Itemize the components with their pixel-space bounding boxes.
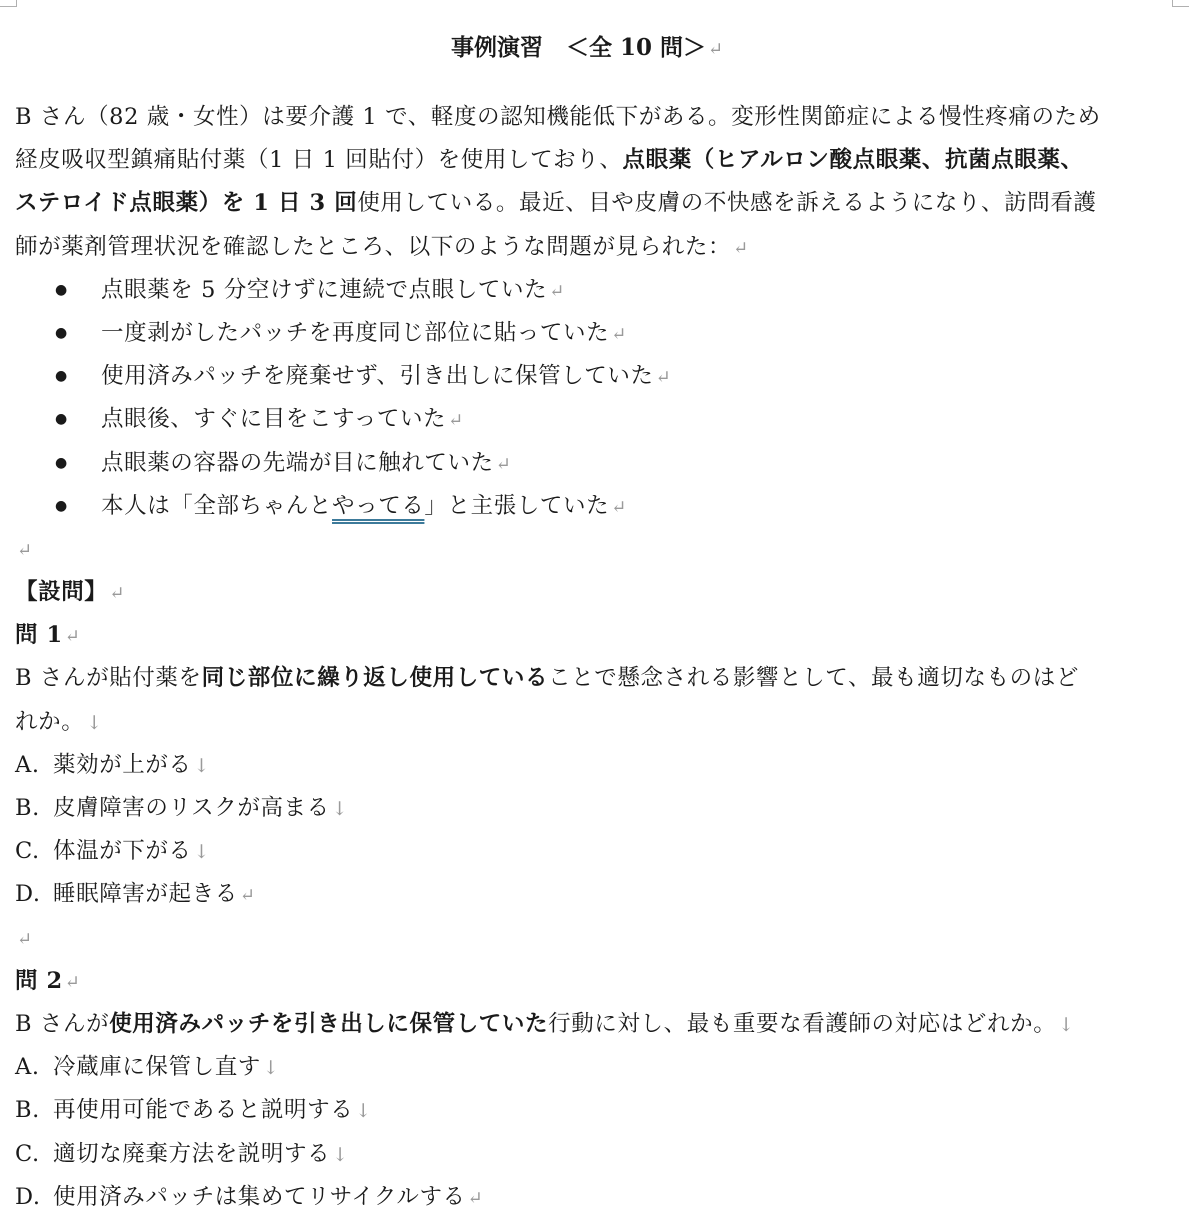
paragraph-mark: ↵	[707, 39, 724, 60]
question-text: れか。 ↓	[15, 708, 103, 735]
list-item: ● 使用済みパッチを廃棄せず、引き出しに保管していた ↵	[15, 355, 1175, 398]
question-text: B さんが貼付薬を同じ部位に繰り返し使用していることで懸念される影響として、最も適切なものはど	[15, 665, 1079, 692]
paragraph-mark: ↵	[549, 280, 565, 302]
question-text: B さんが使用済みパッチを引き出しに保管していた行動に対し、最も重要な看護師の対応はどれか。 ↓	[15, 1010, 1075, 1037]
line-break-mark: ↓	[262, 1057, 280, 1080]
paragraph-mark: ↵	[64, 971, 81, 993]
choice: A. 冷蔵庫に保管し直す ↓	[15, 1054, 280, 1081]
empty-paragraph	[15, 528, 1175, 571]
choice: D. 睡眠障害が起きる ↵	[15, 881, 256, 908]
paragraph-mark: ↵	[655, 367, 672, 389]
scenario-line: B さん（82 歳・女性）は要介護 1 で、軽度の認知機能低下がある。変形性関節症による慢性疼痛のため	[15, 104, 1101, 130]
choice: C. 適切な廃棄方法を説明する ↓	[15, 1140, 349, 1167]
issue-list	[15, 269, 1175, 528]
line-break-mark: ↓	[193, 754, 211, 777]
paragraph-mark: ↵	[495, 453, 512, 475]
bullet-icon: ●	[55, 281, 68, 298]
paragraph-mark: ↵	[17, 928, 33, 950]
line-break-mark: ↓	[1058, 1013, 1075, 1036]
question-1	[15, 614, 1175, 916]
document-body	[15, 0, 1175, 1219]
bullet-icon: ●	[55, 368, 68, 385]
line-break-mark: ↓	[332, 1143, 349, 1166]
section-heading: 【設問】 ↵	[15, 579, 126, 606]
scenario-line: 経皮吸収型鎮痛貼付薬（1 日 1 回貼付）を使用しており、点眼薬（ヒアルロン酸点眼薬、抗菌点眼薬、	[15, 147, 1084, 174]
paragraph-mark: ↵	[611, 496, 627, 518]
scenario-line: 師が薬剤管理状況を確認したところ、以下のような問題が見られた： ↵	[15, 233, 749, 260]
paragraph-mark: ↵	[733, 237, 749, 259]
line-break-mark: ↓	[193, 841, 211, 864]
paragraph-mark: ↵	[239, 885, 256, 907]
bullet-icon: ●	[55, 454, 68, 471]
document-title	[15, 0, 1175, 96]
choice: B. 皮膚障害のリスクが高まる ↓	[15, 795, 349, 821]
proofing-underline[interactable]: やってる	[332, 492, 425, 519]
paragraph-mark: ↵	[109, 583, 126, 605]
choice: A. 薬効が上がる ↓	[15, 751, 211, 778]
bullet-icon: ●	[55, 411, 68, 428]
question-label: 問 2 ↵	[15, 967, 81, 994]
paragraph-mark: ↵	[64, 626, 81, 648]
choice: B. 再使用可能であると説明する ↓	[15, 1097, 372, 1124]
choice: C. 体温が下がる ↓	[15, 838, 211, 865]
paragraph-mark: ↵	[611, 323, 627, 345]
bullet-icon: ●	[55, 497, 68, 514]
bullet-icon: ●	[55, 324, 68, 341]
line-break-mark: ↓	[331, 798, 349, 820]
paragraph-mark: ↵	[17, 539, 33, 561]
question-label: 問 1 ↵	[15, 622, 81, 649]
list-item: ● 点眼薬を 5 分空けずに連続で点眼していた ↵	[15, 269, 1175, 312]
list-item: ● 点眼後、すぐに目をこすっていた ↵	[15, 398, 1175, 441]
line-break-mark: ↓	[86, 711, 103, 734]
paragraph-mark: ↵	[448, 410, 464, 432]
list-item: ● 点眼薬の容器の先端が目に触れていた ↵	[15, 442, 1175, 485]
line-break-mark: ↓	[355, 1100, 372, 1123]
list-item: ● 本人は「全部ちゃんとやってる」と主張していた ↵	[15, 485, 1175, 528]
empty-paragraph	[15, 917, 1175, 960]
list-item: ● 一度剥がしたパッチを再度同じ部位に貼っていた ↵	[15, 312, 1175, 355]
scenario-line: ステロイド点眼薬）を 1 日 3 回使用している。最近、目や皮膚の不快感を訴えるようになり、訪問看護	[15, 190, 1097, 217]
title-text: 事例演習 ＜全 10 問＞	[450, 34, 706, 61]
paragraph-mark: ↵	[467, 1187, 484, 1209]
choice: D. 使用済みパッチは集めてリサイクルする ↵	[15, 1183, 484, 1210]
question-2	[15, 960, 1175, 1219]
scenario-paragraph	[15, 96, 1175, 269]
